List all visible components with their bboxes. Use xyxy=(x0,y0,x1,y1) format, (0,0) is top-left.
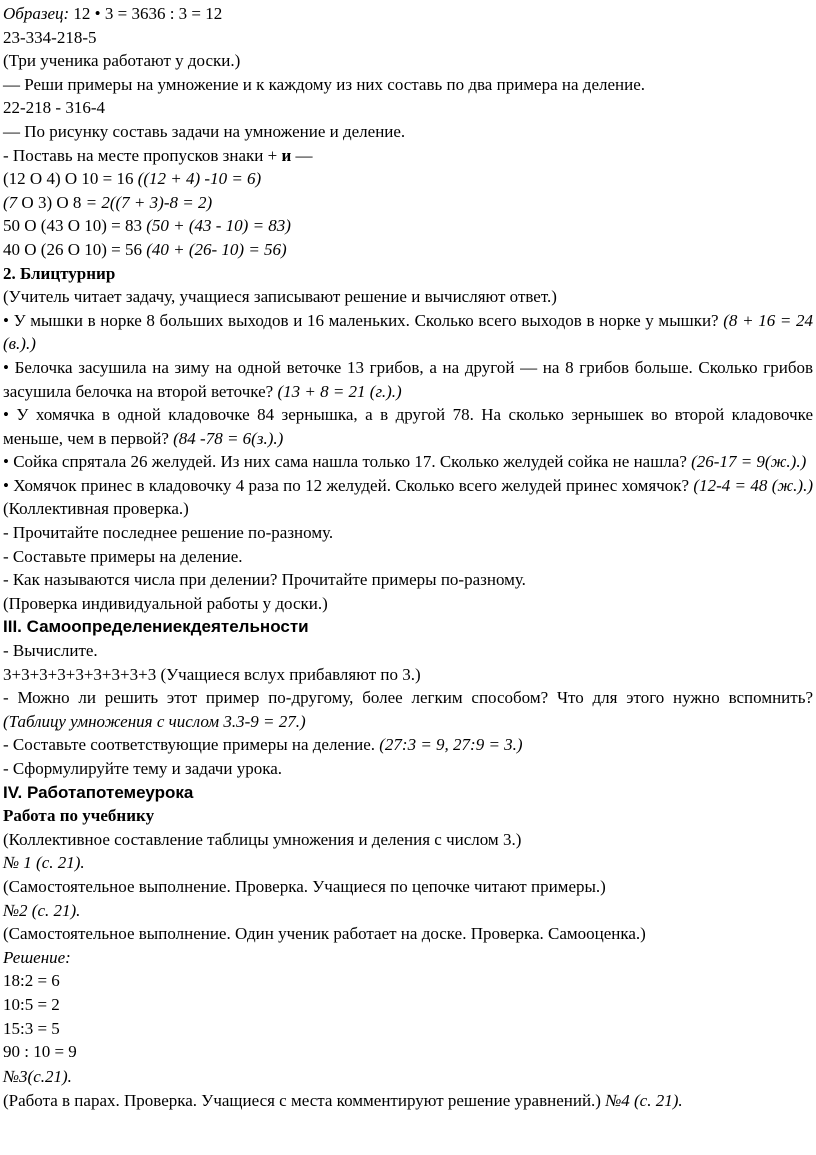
problem-squirrel xyxy=(3,356,813,403)
corresponding-division-text: - Составьте соответствующие примеры на деление. xyxy=(3,735,380,755)
sum-of-threes: 3+3+3+3+3+3+3+3+3 (Учащиеся вслух прибавляют по 3.) xyxy=(3,664,421,684)
exercise-2-ref: №2 (с. 21). xyxy=(3,900,81,920)
task-multiplication-division: — Реши примеры на умножение и к каждому из них составь по два примера на деление. xyxy=(3,74,646,94)
division-terms-question: - Как называются числа при делении? Прочитайте примеры по-разному. xyxy=(3,570,526,590)
exercise-1-note: (Самостоятельное выполнение. Проверка. Учащиеся по цепочке читают примеры.) xyxy=(3,876,606,896)
make-division-examples: - Составьте примеры на деление. xyxy=(3,546,243,566)
document-page xyxy=(3,2,813,1112)
sample-line xyxy=(3,2,813,26)
section-blitz-heading: 2. Блицтурнир xyxy=(3,263,116,283)
problem-jay-answer: (26-17 = 9(ж.).) xyxy=(691,452,807,472)
problem-hamster-grains-answer: (84 -78 = 6(з.).) xyxy=(173,428,284,448)
equation-1-text: (12 О 4) О 10 = 16 xyxy=(3,169,138,189)
insert-signs-dash: — xyxy=(291,145,313,165)
equation-4-text: 40 О (26 О 10) = 56 xyxy=(3,239,147,259)
problem-hamster-grains xyxy=(3,403,813,450)
exercise-2-note: (Самостоятельное выполнение. Один ученик работает на доске. Проверка. Самооценка.) xyxy=(3,924,646,944)
equation-2-start: (7 xyxy=(3,192,18,212)
pair-work-text: (Работа в парах. Проверка. Учащиеся с места комментируют решение уравнений.) xyxy=(3,1090,606,1110)
problem-hamster-acorns xyxy=(3,474,813,521)
equation-4 xyxy=(3,238,813,262)
corresponding-division-answer: (27:3 = 9, 27:9 = 3.) xyxy=(379,735,523,755)
board-numbers-1: 23-334-218-5 xyxy=(3,27,97,47)
equation-3-text: 50 О (43 О 10) = 83 xyxy=(3,216,147,236)
blitz-instructions: (Учитель читает задачу, учащиеся записывают решение и вычисляют ответ.) xyxy=(3,287,557,307)
exercise-1-ref: № 1 (с. 21). xyxy=(3,853,85,873)
individual-check-note: (Проверка индивидуальной работы у доски.) xyxy=(3,593,328,613)
equation-3-answer: (50 + (43 - 10) = 83) xyxy=(146,216,291,236)
problem-mouse-answer: (8 + 16 = 24 (в.).) xyxy=(3,310,813,354)
problem-hamster-acorns-answer: (12-4 = 48 (ж.).) xyxy=(693,475,813,495)
problem-mouse-text: • У мышки в норке 8 больших выходов и 16 маленьких. Сколько всего выходов в норке у мышки? xyxy=(3,310,724,330)
sample-label: Образец: xyxy=(3,4,70,23)
calculate-instruction: - Вычислите. xyxy=(3,641,98,661)
solution-line-2: 10:5 = 2 xyxy=(3,994,60,1014)
problem-hamster-grains-text: • У хомячка в одной кладовочке 84 зернышка, а в другой 78. На сколько зернышек во второй кладовочке меньше, чем в первой? xyxy=(3,405,813,448)
corresponding-division-examples xyxy=(3,733,813,757)
alternative-solution-answer: (Таблицу умножения с числом 3.3-9 = 27.) xyxy=(3,711,306,731)
equation-3 xyxy=(3,214,813,238)
task-picture-problems: — По рисунку составь задачи на умножение и деление. xyxy=(3,121,406,141)
task-insert-signs xyxy=(3,144,813,168)
read-last-solution: - Прочитайте последнее решение по-разному. xyxy=(3,523,334,543)
problem-hamster-acorns-text: • Хомячок принес в кладовочку 4 раза по 12 желудей. Сколько всего желудей принес хомячок? xyxy=(3,475,694,495)
insert-signs-text: - Поставь на месте пропусков знаки + xyxy=(3,145,282,165)
textbook-work-heading: Работа по учебнику xyxy=(3,806,155,826)
alternative-solution-question xyxy=(3,686,813,733)
equation-2-answer: = 2((7 + 3)-8 = 2) xyxy=(85,192,213,212)
table-compilation-note: (Коллективное составление таблицы умножения и деления с числом 3.) xyxy=(3,829,522,849)
equation-2 xyxy=(3,191,813,215)
pair-work-note xyxy=(3,1089,813,1113)
sample-expression: 12 • 3 = 3636 : 3 = 12 xyxy=(69,4,223,23)
problem-mouse xyxy=(3,309,813,356)
problem-jay xyxy=(3,450,813,474)
three-students-note: (Три ученика работают у доски.) xyxy=(3,51,241,71)
solution-label: Решение: xyxy=(3,947,71,967)
solution-line-3: 15:3 = 5 xyxy=(3,1018,60,1038)
problem-squirrel-answer: (13 + 8 = 21 (г.).) xyxy=(277,381,402,401)
equation-1-answer: ((12 + 4) -10 = 6) xyxy=(137,169,262,189)
equation-4-answer: (40 + (26- 10) = 56) xyxy=(146,239,287,259)
alternative-solution-text: - Можно ли решить этот пример по-другому, более легким способом? Что для этого нужно вспомнить? xyxy=(3,688,813,708)
exercise-3-ref: №3(с.21). xyxy=(3,1066,72,1086)
board-numbers-2: 22-218 - 316-4 xyxy=(3,98,105,118)
problem-jay-text: • Сойка спрятала 26 желудей. Из них сама нашла только 17. Сколько желудей сойка не нашла? xyxy=(3,452,692,472)
section-lesson-work-heading: IV. Работапотемеурока xyxy=(3,782,194,802)
equation-1 xyxy=(3,167,813,191)
formulate-topic: - Сформулируйте тему и задачи урока. xyxy=(3,759,282,778)
insert-signs-bold: и xyxy=(281,145,292,165)
solution-line-4: 90 : 10 = 9 xyxy=(3,1042,77,1062)
solution-line-1: 18:2 = 6 xyxy=(3,971,60,991)
section-self-determination-heading: III. Самоопределениекдеятельности xyxy=(3,617,309,637)
exercise-4-ref: №4 (с. 21). xyxy=(605,1090,683,1110)
equation-2-text: О 3) О 8 xyxy=(17,192,86,212)
collective-check-note: (Коллективная проверка.) xyxy=(3,499,189,519)
problem-squirrel-text: • Белочка засушила на зиму на одной веточке 13 грибов, а на другой — на 8 грибов больше. Сколько грибов засушила белочка на второй веточке? xyxy=(3,357,813,401)
